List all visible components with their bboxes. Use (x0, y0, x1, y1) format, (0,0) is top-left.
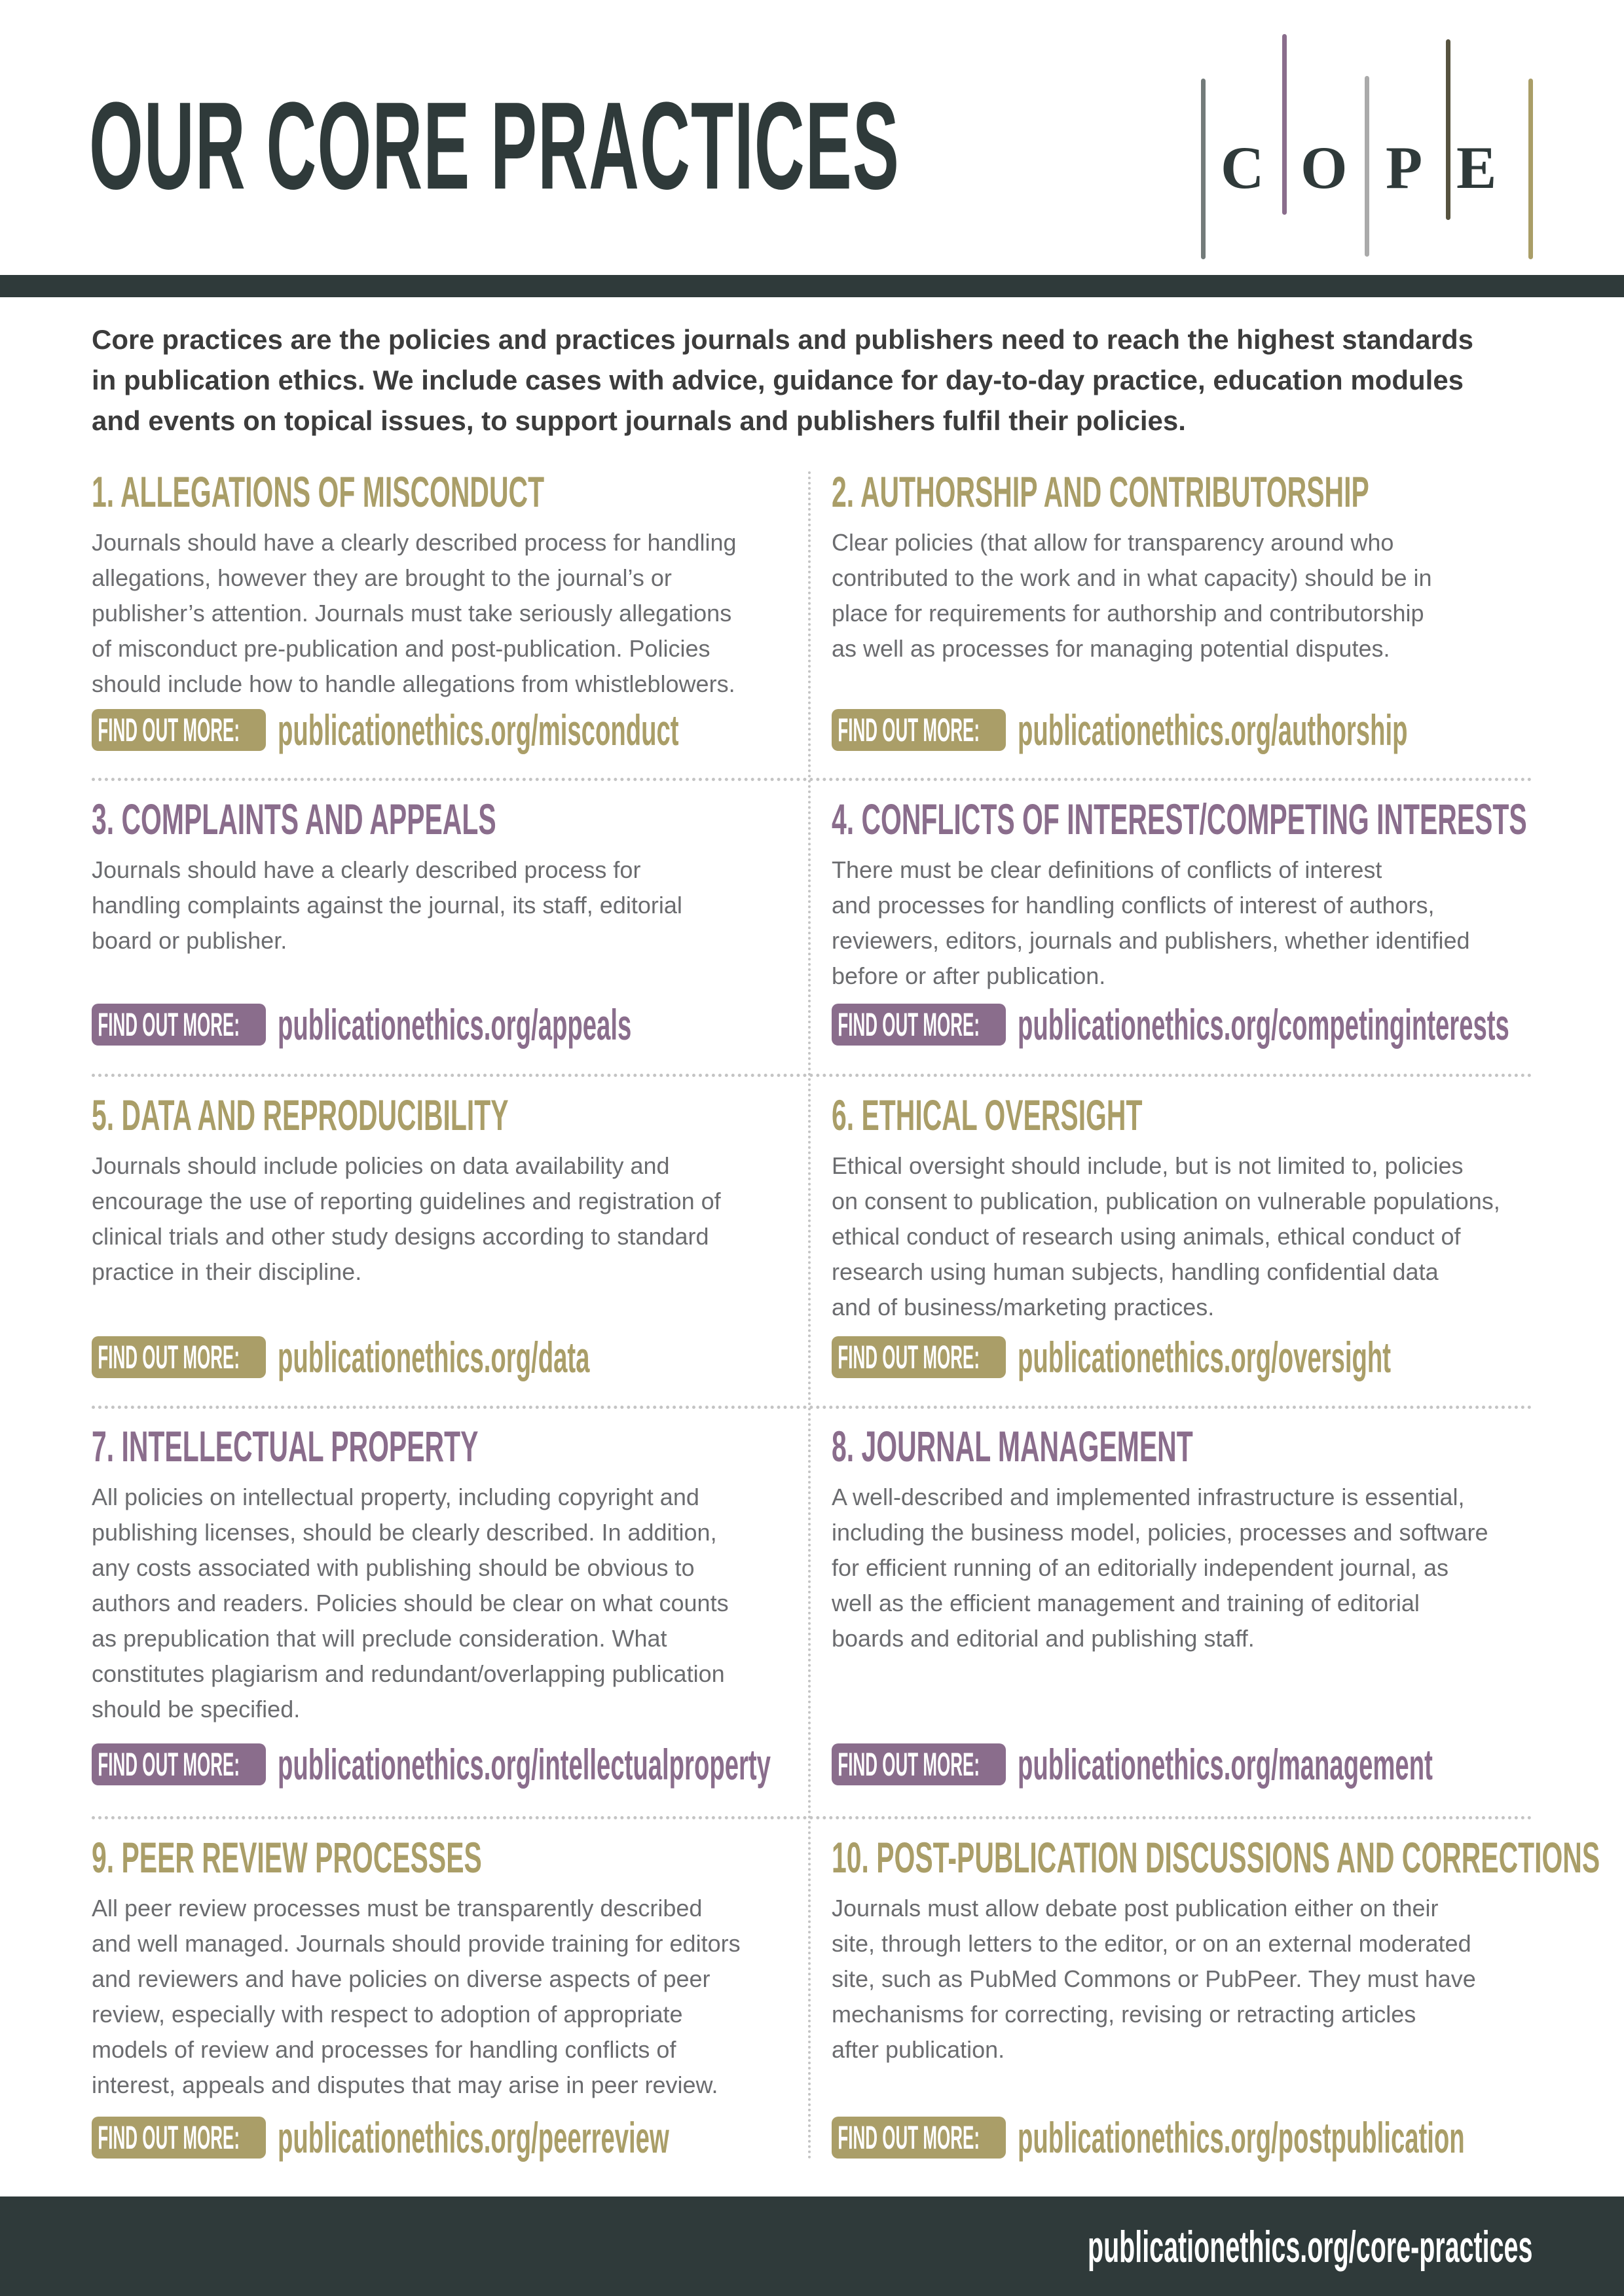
section-body-line: after publication. (832, 2036, 1005, 2063)
find-out-more (832, 1334, 1624, 1380)
section-body-line: practice in their discipline. (92, 1258, 362, 1285)
core-practice-4 (832, 796, 1526, 1071)
find-out-more (832, 2115, 1624, 2160)
find-out-more (832, 1741, 1624, 1787)
section-body-line: site, through letters to the editor, or on an external moderated (832, 1930, 1471, 1957)
row-divider (92, 1406, 1532, 1409)
section-body-line: reviewers, editors, journals and publishers, whether identified (832, 927, 1470, 954)
section-heading: 4. CONFLICTS OF INTEREST/COMPETING INTERESTS (832, 795, 1527, 843)
section-body-line: including the business model, policies, processes and software (832, 1519, 1488, 1546)
section-heading: 3. COMPLAINTS AND APPEALS (92, 795, 496, 843)
core-practice-8 (832, 1423, 1526, 1810)
section-body-line: Journals should have a clearly described process for (92, 856, 641, 883)
section-body-line: There must be clear definitions of conflicts of interest (832, 856, 1382, 883)
section-heading: 2. AUTHORSHIP AND CONTRIBUTORSHIP (832, 467, 1369, 516)
find-out-more-badge: FIND OUT MORE: (92, 1336, 266, 1378)
logo-bar (1365, 76, 1369, 257)
find-out-more-badge: FIND OUT MORE: (832, 1743, 1006, 1785)
section-body (832, 852, 1526, 994)
logo-bar (1201, 79, 1206, 259)
section-body (92, 1480, 786, 1727)
footer-link[interactable]: publicationethics.org/core-practices (1087, 2222, 1532, 2272)
find-out-more (92, 2115, 953, 2160)
section-body-line: Journals should have a clearly described process for handling (92, 529, 737, 556)
section-body-line: research using human subjects, handling confidential data (832, 1258, 1439, 1285)
section-body-line: interest, appeals and disputes that may arise in peer review. (92, 2071, 718, 2098)
section-link[interactable]: publicationethics.org/competinginterests (1018, 1000, 1509, 1049)
intro-paragraph (92, 319, 1545, 441)
section-body-line: contributed to the work and in what capacity) should be in (832, 564, 1432, 591)
section-body (832, 1148, 1526, 1325)
find-out-more-badge: FIND OUT MORE: (92, 2117, 266, 2159)
logo-letter-p: P (1386, 134, 1423, 201)
section-body-line: Clear policies (that allow for transparency around who (832, 529, 1394, 556)
section-body-line: should be specified. (92, 1696, 301, 1722)
logo-letter-c: C (1221, 134, 1264, 201)
page-title: OUR CORE PRACTICES (89, 77, 900, 215)
section-body-line: site, such as PubMed Commons or PubPeer. They must have (832, 1965, 1476, 1992)
section-body-line: publishing licenses, should be clearly described. In addition, (92, 1519, 717, 1546)
section-link[interactable]: publicationethics.org/management (1018, 1740, 1433, 1789)
section-body-line: of misconduct pre-publication and post-publication. Policies (92, 635, 710, 662)
section-body-line: as prepublication that will preclude consideration. What (92, 1625, 667, 1652)
section-body-line: Journals must allow debate post publication either on their (832, 1895, 1439, 1922)
logo-bar (1282, 34, 1287, 215)
section-body (92, 525, 786, 702)
section-body-line: place for requirements for authorship and contributorship (832, 600, 1424, 627)
section-body-line: on consent to publication, publication on vulnerable populations, (832, 1188, 1500, 1214)
section-body-line: authors and readers. Policies should be clear on what counts (92, 1590, 729, 1616)
find-out-more (832, 1002, 1624, 1048)
section-link[interactable]: publicationethics.org/appeals (278, 1000, 632, 1049)
logo-bar (1446, 39, 1450, 220)
section-heading: 5. DATA AND REPRODUCIBILITY (92, 1091, 509, 1139)
find-out-more (92, 1334, 815, 1380)
section-link[interactable]: publicationethics.org/postpublication (1018, 2113, 1465, 2162)
section-body-line: board or publisher. (92, 927, 287, 954)
core-practice-6 (832, 1092, 1526, 1400)
section-link[interactable]: publicationethics.org/intellectualproperty (278, 1740, 771, 1789)
find-out-more-badge: FIND OUT MORE: (92, 1004, 266, 1046)
section-body-line: well as the efficient management and training of editorial (832, 1590, 1420, 1616)
section-body-line: and of business/marketing practices. (832, 1294, 1215, 1321)
section-body-line: and reviewers and have policies on diverse aspects of peer (92, 1965, 710, 1992)
row-divider (92, 1074, 1532, 1077)
section-heading: 10. POST-PUBLICATION DISCUSSIONS AND CORRECTIONS (832, 1833, 1600, 1882)
logo-letter-o: O (1301, 134, 1348, 201)
core-practice-2 (832, 469, 1526, 757)
section-body-line: All policies on intellectual property, including copyright and (92, 1484, 699, 1510)
section-body-line: and well managed. Journals should provide training for editors (92, 1930, 741, 1957)
section-body-line: encourage the use of reporting guidelines and registration of (92, 1188, 721, 1214)
section-body (832, 1480, 1526, 1656)
cope-logo (1192, 31, 1545, 254)
intro-line: in publication ethics. We include cases with advice, guidance for day-to-day practice, education modules (92, 365, 1464, 395)
section-body (832, 1891, 1526, 2068)
core-practice-5 (92, 1092, 786, 1400)
row-divider (92, 1816, 1532, 1819)
footer-bar (0, 2196, 1624, 2296)
section-heading: 8. JOURNAL MANAGEMENT (832, 1422, 1193, 1470)
section-link[interactable]: publicationethics.org/authorship (1018, 706, 1408, 754)
section-body-line: for efficient running of an editorially independent journal, as (832, 1554, 1449, 1581)
section-body-line: boards and editorial and publishing staff. (832, 1625, 1255, 1652)
section-body-line: clinical trials and other study designs according to standard (92, 1223, 709, 1250)
section-body (832, 525, 1526, 666)
find-out-more-badge: FIND OUT MORE: (832, 1336, 1006, 1378)
section-body-line: as well as processes for managing potential disputes. (832, 635, 1390, 662)
find-out-more (92, 1002, 888, 1048)
section-body-line: review, especially with respect to adoption of appropriate (92, 2001, 683, 2028)
section-body-line: A well-described and implemented infrastructure is essential, (832, 1484, 1465, 1510)
section-body-line: mechanisms for correcting, revising or retracting articles (832, 2001, 1416, 2028)
section-body-line: Journals should include policies on data availability and (92, 1152, 670, 1179)
section-heading: 7. INTELLECTUAL PROPERTY (92, 1422, 479, 1470)
section-body-line: allegations, however they are brought to the journal’s or (92, 564, 672, 591)
section-heading: 1. ALLEGATIONS OF MISCONDUCT (92, 467, 545, 516)
section-body-line: before or after publication. (832, 962, 1106, 989)
section-link[interactable]: publicationethics.org/oversight (1018, 1333, 1392, 1381)
find-out-more-badge: FIND OUT MORE: (832, 1004, 1006, 1046)
section-link[interactable]: publicationethics.org/misconduct (278, 706, 679, 754)
section-body-line: models of review and processes for handling conflicts of (92, 2036, 676, 2063)
core-practice-7 (92, 1423, 786, 1810)
logo-letter-e: E (1456, 134, 1497, 201)
section-heading: 9. PEER REVIEW PROCESSES (92, 1833, 482, 1882)
find-out-more (832, 707, 1624, 753)
section-body-line: and processes for handling conflicts of interest of authors, (832, 892, 1435, 919)
section-body-line: constitutes plagiarism and redundant/overlapping publication (92, 1660, 725, 1687)
logo-bar (1528, 79, 1533, 259)
section-body-line: Ethical oversight should include, but is not limited to, policies (832, 1152, 1464, 1179)
row-divider (92, 778, 1532, 781)
section-heading: 6. ETHICAL OVERSIGHT (832, 1091, 1143, 1139)
section-body-line: should include how to handle allegations from whistleblowers. (92, 670, 735, 697)
core-practice-9 (92, 1834, 786, 2175)
section-body (92, 1891, 786, 2103)
section-link[interactable]: publicationethics.org/data (278, 1333, 590, 1381)
section-body (92, 1148, 786, 1290)
find-out-more-badge: FIND OUT MORE: (92, 1743, 266, 1785)
section-body (92, 852, 786, 958)
section-body-line: publisher’s attention. Journals must take seriously allegations (92, 600, 732, 627)
find-out-more-badge: FIND OUT MORE: (832, 2117, 1006, 2159)
section-body-line: ethical conduct of research using animals, ethical conduct of (832, 1223, 1461, 1250)
header-divider-bar (0, 275, 1624, 297)
core-practice-1 (92, 469, 786, 757)
section-body-line: handling complaints against the journal, its staff, editorial (92, 892, 682, 919)
core-practice-10 (832, 1833, 1600, 2175)
find-out-more-badge: FIND OUT MORE: (92, 709, 266, 751)
intro-line: Core practices are the policies and practices journals and publishers need to reach the highest standards (92, 324, 1473, 355)
find-out-more-badge: FIND OUT MORE: (832, 709, 1006, 751)
core-practice-3 (92, 796, 786, 1071)
section-body-line: any costs associated with publishing should be obvious to (92, 1554, 695, 1581)
section-link[interactable]: publicationethics.org/peerreview (278, 2113, 669, 2162)
intro-line: and events on topical issues, to support journals and publishers fulfil their policies. (92, 405, 1186, 436)
section-body-line: All peer review processes must be transparently described (92, 1895, 703, 1922)
